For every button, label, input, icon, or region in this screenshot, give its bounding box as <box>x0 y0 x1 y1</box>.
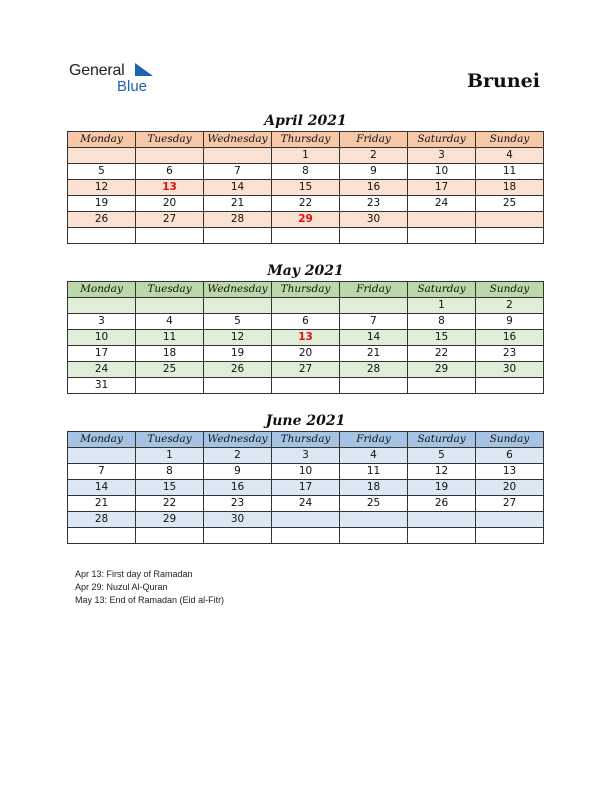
day-cell: 11 <box>136 330 204 346</box>
day-cell: 22 <box>136 496 204 512</box>
day-cell <box>204 148 272 164</box>
day-cell: 15 <box>408 330 476 346</box>
country-title: Brunei <box>466 70 540 92</box>
day-cell: 10 <box>68 330 136 346</box>
weekday-header: Friday <box>340 432 408 448</box>
day-cell <box>340 228 408 244</box>
logo-blue-text: Blue <box>117 78 148 95</box>
day-cell: 5 <box>204 314 272 330</box>
day-cell: 23 <box>340 196 408 212</box>
day-cell: 5 <box>68 164 136 180</box>
day-cell <box>340 528 408 544</box>
day-cell <box>476 212 544 228</box>
day-cell: 28 <box>340 362 408 378</box>
day-cell <box>408 512 476 528</box>
day-cell: 29 <box>408 362 476 378</box>
week-row <box>68 164 544 180</box>
weekday-header: Saturday <box>408 432 476 448</box>
day-cell <box>204 378 272 394</box>
calendar-table <box>67 281 544 394</box>
day-cell: 21 <box>68 496 136 512</box>
day-cell: 3 <box>408 148 476 164</box>
day-cell: 2 <box>476 298 544 314</box>
day-cell <box>476 228 544 244</box>
week-row <box>68 330 544 346</box>
weekday-header: Tuesday <box>136 432 204 448</box>
day-cell: 2 <box>204 448 272 464</box>
week-row <box>68 298 544 314</box>
week-row <box>68 480 544 496</box>
day-cell: 18 <box>136 346 204 362</box>
day-cell <box>476 378 544 394</box>
weekday-header-row <box>68 132 544 148</box>
day-cell <box>204 528 272 544</box>
day-cell: 24 <box>272 496 340 512</box>
day-cell: 11 <box>476 164 544 180</box>
week-row <box>68 512 544 528</box>
week-row <box>68 346 544 362</box>
day-cell: 1 <box>408 298 476 314</box>
day-cell: 24 <box>68 362 136 378</box>
day-cell <box>272 512 340 528</box>
day-cell <box>476 528 544 544</box>
day-cell: 15 <box>136 480 204 496</box>
day-cell: 4 <box>340 448 408 464</box>
week-row <box>68 212 544 228</box>
weekday-header: Wednesday <box>204 132 272 148</box>
day-cell: 31 <box>68 378 136 394</box>
day-cell: 6 <box>272 314 340 330</box>
day-cell: 4 <box>476 148 544 164</box>
day-cell: 28 <box>68 512 136 528</box>
day-cell <box>136 228 204 244</box>
weekday-header: Saturday <box>408 132 476 148</box>
day-cell: 6 <box>476 448 544 464</box>
day-cell: 16 <box>476 330 544 346</box>
weekday-header: Tuesday <box>136 132 204 148</box>
day-cell: 21 <box>340 346 408 362</box>
weekday-header: Friday <box>340 132 408 148</box>
day-cell: 18 <box>340 480 408 496</box>
day-cell: 3 <box>68 314 136 330</box>
week-row <box>68 378 544 394</box>
day-cell: 10 <box>272 464 340 480</box>
day-cell: 20 <box>476 480 544 496</box>
day-cell: 23 <box>476 346 544 362</box>
weekday-header-row <box>68 432 544 448</box>
day-cell: 11 <box>340 464 408 480</box>
day-cell <box>204 228 272 244</box>
week-row <box>68 228 544 244</box>
weekday-header: Sunday <box>476 132 544 148</box>
week-row <box>68 196 544 212</box>
day-cell <box>204 298 272 314</box>
day-cell <box>408 212 476 228</box>
weekday-header: Sunday <box>476 282 544 298</box>
month-title: May 2021 <box>267 263 344 279</box>
day-cell: 24 <box>408 196 476 212</box>
day-cell <box>68 148 136 164</box>
day-cell <box>68 528 136 544</box>
day-cell: 25 <box>136 362 204 378</box>
day-cell: 29 <box>136 512 204 528</box>
day-cell: 6 <box>136 164 204 180</box>
day-cell: 1 <box>136 448 204 464</box>
day-cell <box>272 378 340 394</box>
day-cell: 14 <box>204 180 272 196</box>
day-cell: 9 <box>340 164 408 180</box>
logo-flag-icon <box>133 63 153 77</box>
week-row <box>68 496 544 512</box>
day-cell <box>408 528 476 544</box>
day-cell <box>272 298 340 314</box>
day-cell: 14 <box>340 330 408 346</box>
day-cell <box>340 378 408 394</box>
logo-general-text: General <box>69 62 125 79</box>
general-blue-logo <box>69 62 159 96</box>
month-title: June 2021 <box>265 413 346 429</box>
weekday-header: Thursday <box>272 282 340 298</box>
day-cell: 10 <box>408 164 476 180</box>
day-cell: 16 <box>340 180 408 196</box>
day-cell: 30 <box>204 512 272 528</box>
holiday-note: Apr 29: Nuzul Al-Quran <box>75 582 168 592</box>
day-cell <box>408 378 476 394</box>
weekday-header: Thursday <box>272 432 340 448</box>
day-cell: 7 <box>340 314 408 330</box>
day-cell: 18 <box>476 180 544 196</box>
day-cell: 8 <box>272 164 340 180</box>
day-cell: 27 <box>272 362 340 378</box>
day-cell: 21 <box>204 196 272 212</box>
day-cell: 27 <box>136 212 204 228</box>
weekday-header: Wednesday <box>204 432 272 448</box>
weekday-header: Thursday <box>272 132 340 148</box>
day-cell: 26 <box>204 362 272 378</box>
month-title: April 2021 <box>264 113 347 129</box>
holiday-notes <box>75 568 224 607</box>
day-cell: 30 <box>476 362 544 378</box>
day-cell: 23 <box>204 496 272 512</box>
day-cell: 17 <box>68 346 136 362</box>
day-cell <box>476 512 544 528</box>
day-cell <box>136 298 204 314</box>
day-cell <box>68 448 136 464</box>
day-cell: 30 <box>340 212 408 228</box>
day-cell <box>68 298 136 314</box>
day-cell <box>68 228 136 244</box>
week-row <box>68 148 544 164</box>
day-cell: 12 <box>408 464 476 480</box>
month-june <box>67 411 544 544</box>
day-cell: 27 <box>476 496 544 512</box>
week-row <box>68 180 544 196</box>
month-april <box>67 111 544 244</box>
day-cell: 13 <box>136 180 204 196</box>
day-cell: 25 <box>340 496 408 512</box>
day-cell: 13 <box>476 464 544 480</box>
day-cell: 20 <box>136 196 204 212</box>
day-cell <box>136 148 204 164</box>
weekday-header: Saturday <box>408 282 476 298</box>
day-cell: 9 <box>204 464 272 480</box>
day-cell <box>272 228 340 244</box>
day-cell: 14 <box>68 480 136 496</box>
week-row <box>68 314 544 330</box>
day-cell <box>136 378 204 394</box>
day-cell <box>408 228 476 244</box>
day-cell: 12 <box>68 180 136 196</box>
week-row <box>68 362 544 378</box>
month-may <box>67 261 544 394</box>
week-row <box>68 448 544 464</box>
holiday-note: May 13: End of Ramadan (Eid al-Fitr) <box>75 595 225 605</box>
day-cell <box>272 528 340 544</box>
day-cell: 19 <box>408 480 476 496</box>
day-cell: 12 <box>204 330 272 346</box>
holiday-note: Apr 13: First day of Ramadan <box>75 569 193 579</box>
day-cell: 7 <box>68 464 136 480</box>
day-cell: 17 <box>272 480 340 496</box>
day-cell: 3 <box>272 448 340 464</box>
day-cell: 16 <box>204 480 272 496</box>
week-row <box>68 528 544 544</box>
day-cell: 25 <box>476 196 544 212</box>
day-cell: 4 <box>136 314 204 330</box>
weekday-header: Monday <box>68 132 136 148</box>
weekday-header: Wednesday <box>204 282 272 298</box>
day-cell: 1 <box>272 148 340 164</box>
day-cell: 15 <box>272 180 340 196</box>
day-cell: 2 <box>340 148 408 164</box>
weekday-header-row <box>68 282 544 298</box>
day-cell: 8 <box>136 464 204 480</box>
day-cell: 17 <box>408 180 476 196</box>
weekday-header: Monday <box>68 282 136 298</box>
day-cell: 29 <box>272 212 340 228</box>
day-cell <box>340 298 408 314</box>
day-cell: 26 <box>408 496 476 512</box>
day-cell: 19 <box>68 196 136 212</box>
day-cell <box>136 528 204 544</box>
day-cell: 28 <box>204 212 272 228</box>
day-cell: 26 <box>68 212 136 228</box>
weekday-header: Sunday <box>476 432 544 448</box>
weekday-header: Monday <box>68 432 136 448</box>
week-row <box>68 464 544 480</box>
weekday-header: Friday <box>340 282 408 298</box>
day-cell: 19 <box>204 346 272 362</box>
day-cell: 22 <box>408 346 476 362</box>
calendar-table <box>67 431 544 544</box>
day-cell <box>340 512 408 528</box>
day-cell: 13 <box>272 330 340 346</box>
calendar-table <box>67 131 544 244</box>
day-cell: 5 <box>408 448 476 464</box>
day-cell: 8 <box>408 314 476 330</box>
weekday-header: Tuesday <box>136 282 204 298</box>
day-cell: 20 <box>272 346 340 362</box>
day-cell: 7 <box>204 164 272 180</box>
day-cell: 9 <box>476 314 544 330</box>
day-cell: 22 <box>272 196 340 212</box>
